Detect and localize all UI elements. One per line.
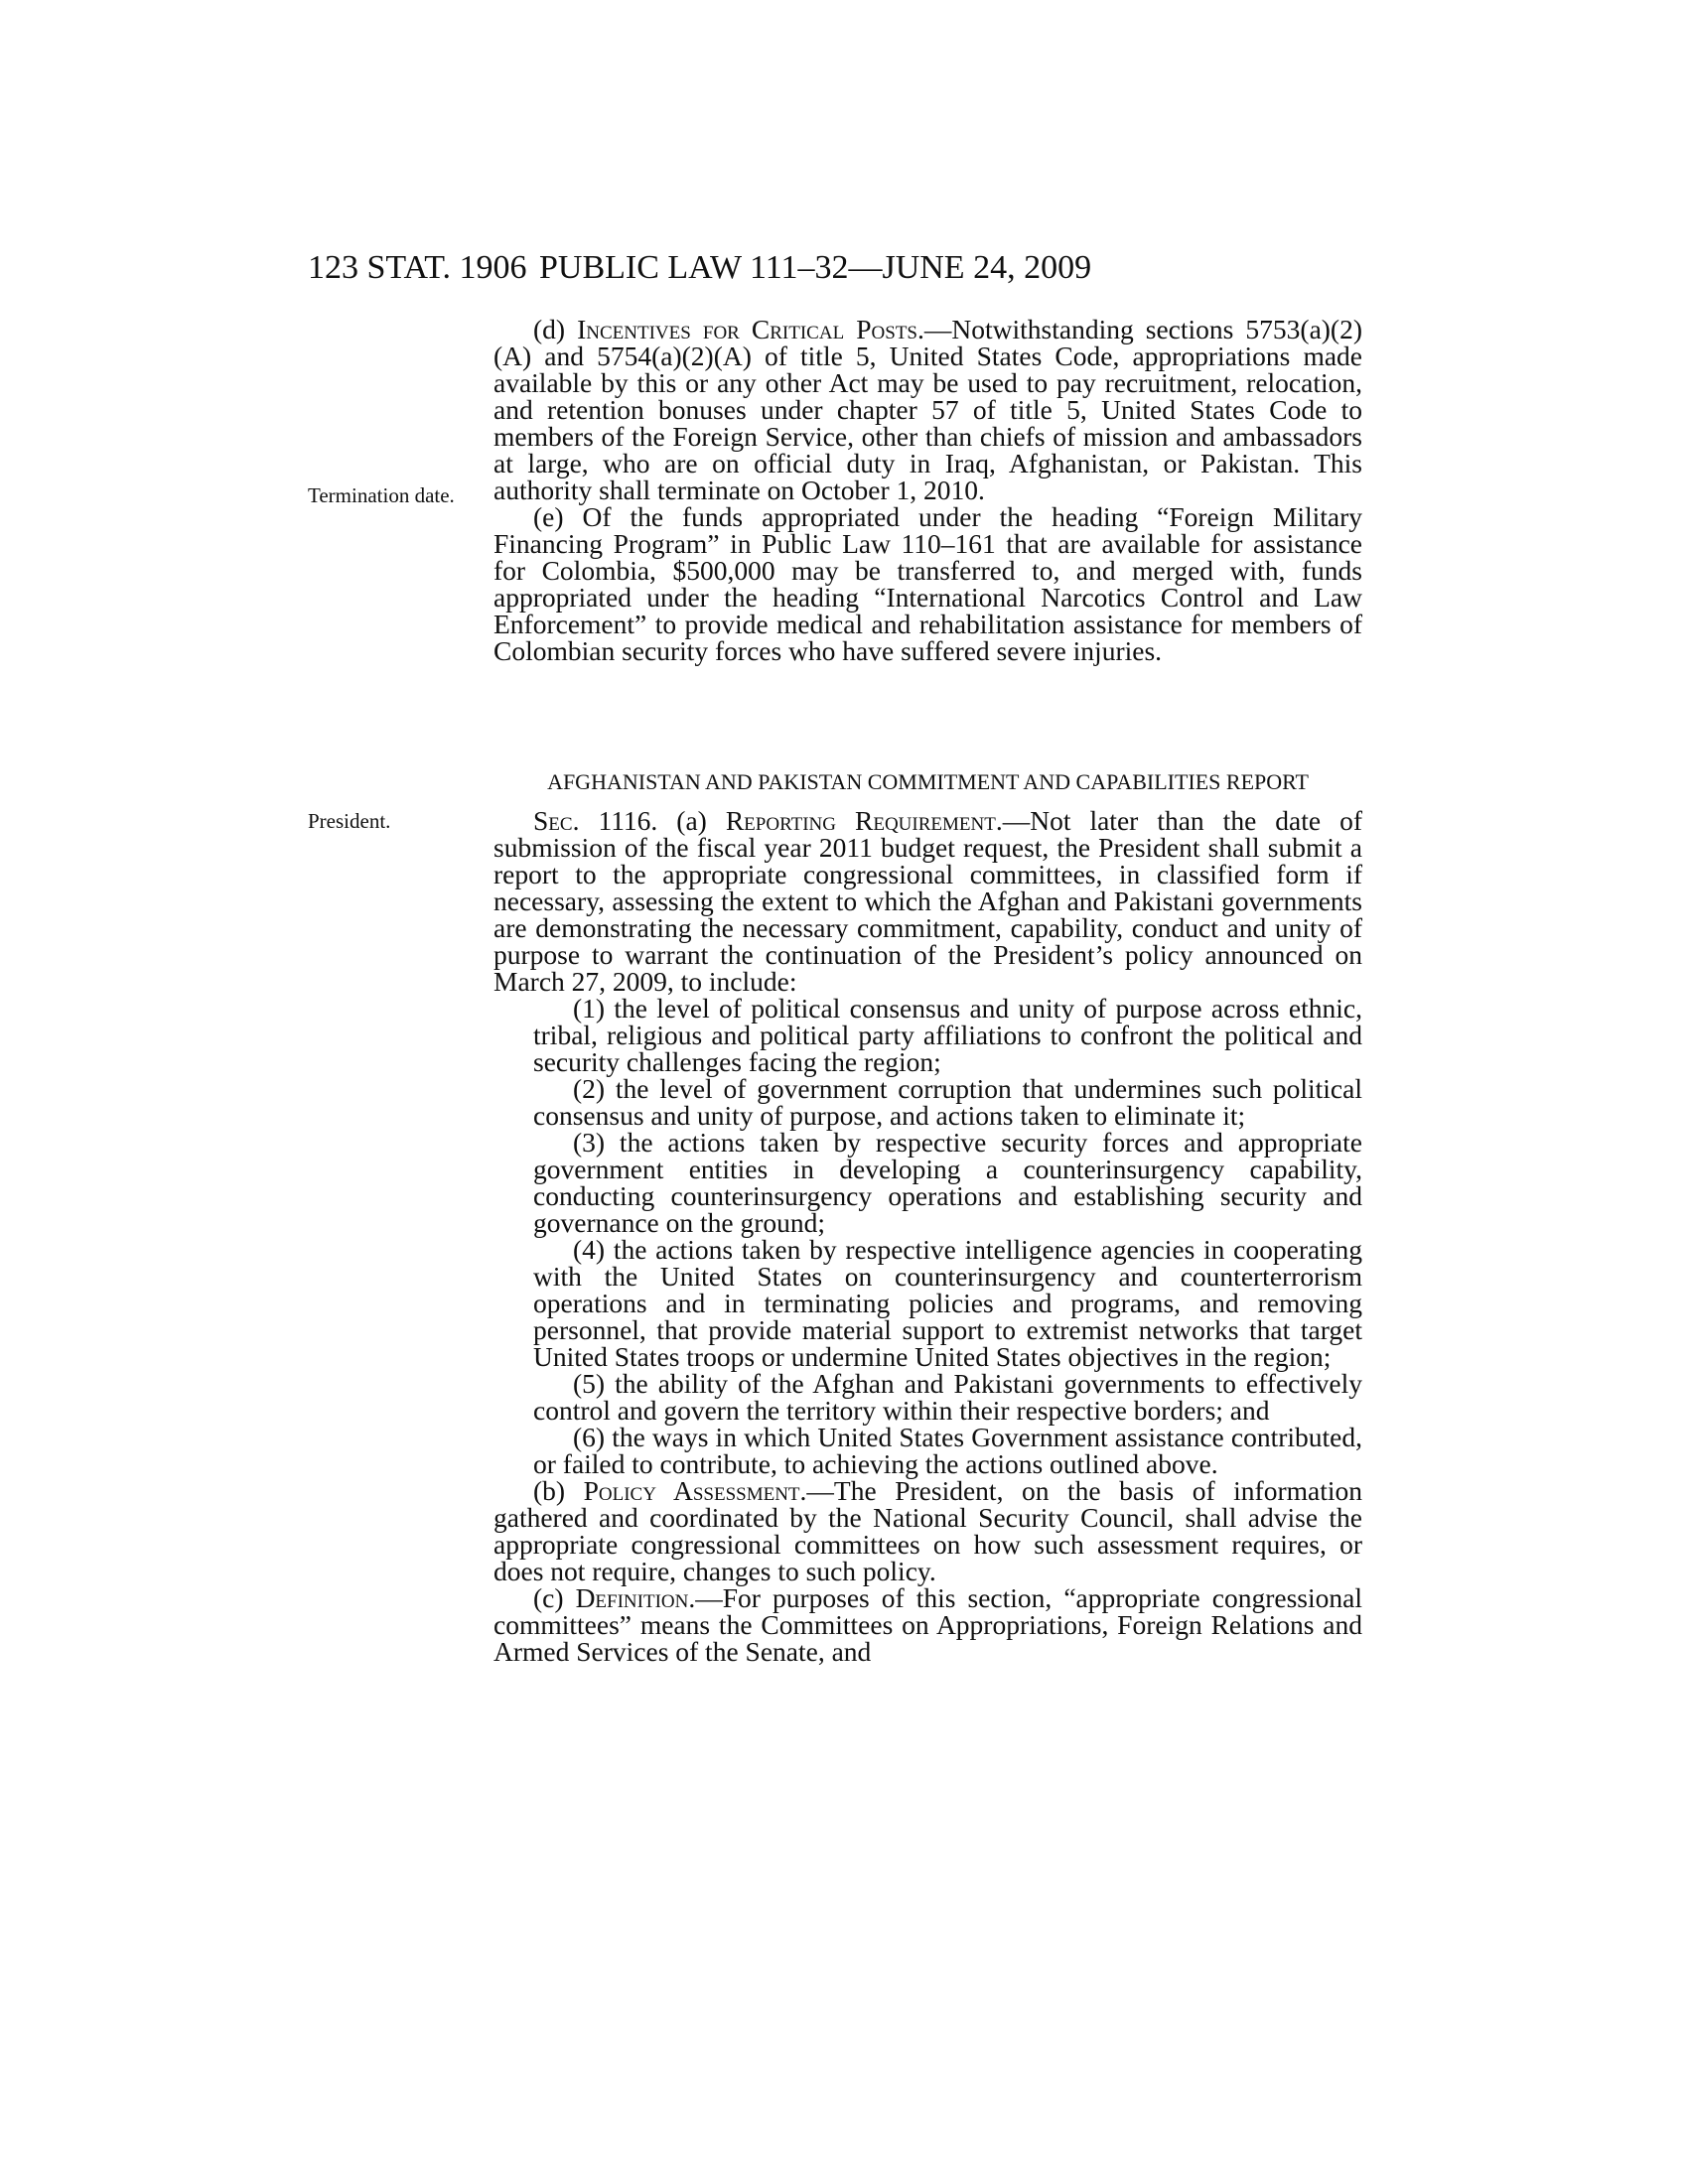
list-item-4: (4) the actions taken by respective intelligence agencies in cooperating with the United States on counterinsurgency and counterterrorism operations and in terminating policies and programs, and removing personnel, that provide material support to extremist networks that target United States troops or undermine United States objectives in the region; [533,1234,1362,1372]
body-block-top [493,316,1362,664]
paragraph-d: (d) Incentives for Critical Posts.—Notwithstanding sections 5753(a)(2)(A) and 5754(a)(2)(A) of title 5, United States Code, appropriations made available by this or any other Act may be used to pay recruitment, relocation, and retention bonuses under chapter 57 of title 5, United States Code to members of the Foreign Service, other than chiefs of mission and ambassadors at large, who are on official duty in Iraq, Afghanistan, or Pakistan. This authority shall terminate on October 1, 2010. [493,314,1362,505]
paragraph-e: (e) Of the funds appropriated under the heading “Foreign Military Financing Program” in Public Law 110–161 that are available for assistance for Colombia, $500,000 may be transferred to, and merged with, funds appropriated under the heading “International Narcotics Control and Law Enforcement” to provide medical and rehabilitation assistance for members of Colombian security forces who have suffered severe injuries. [493,501,1362,666]
margin-note-termination: Termination date. [308,483,455,507]
heading-policy: Policy Assessment. [583,1475,807,1506]
list-item-2: (2) the level of government corruption that undermines such political consensus and unity of purpose, and actions taken to eliminate it; [533,1073,1362,1131]
margin-note-president: President. [308,809,391,833]
paragraph-b: (b) Policy Assessment.—The President, on the basis of information gathered and coordinated by the National Security Council, shall advise the appropriate congressional committees on how such assessment requires, or does not require, changes to such policy. [493,1475,1362,1586]
list-item-1: (1) the level of political consensus and unity of purpose across ethnic, tribal, religious and political party affiliations to confront the political and security challenges facing the region; [533,993,1362,1077]
stat-page-number: 123 STAT. 1906 [308,249,527,286]
list-item-3: (3) the actions taken by respective security forces and appropriate government entities in developing a counterinsurgency capability, conducting counterinsurgency operations and establishing security and governance on the ground; [533,1127,1362,1238]
running-header-title: PUBLIC LAW 111–32—JUNE 24, 2009 [539,249,1092,286]
heading-definition: Definition. [575,1582,696,1613]
heading-reporting: Reporting Requirement. [725,805,1003,836]
heading-incentives: Incentives for Critical Posts. [577,314,924,344]
section-title: AFGHANISTAN AND PAKISTAN COMMITMENT AND CAPABILITIES REPORT [547,769,1309,794]
list-item-5: (5) the ability of the Afghan and Pakistani governments to effectively control and govern the territory within their respective borders; and [533,1368,1362,1426]
paragraph-sec1116-a: Sec. 1116. (a) Reporting Requirement.—Not later than the date of submission of the fiscal year 2011 budget request, the President shall submit a report to the appropriate congressional committees, in classified form if necessary, assessing the extent to which the Afghan and Pakistani governments are demonstrating the necessary commitment, capability, conduct and unity of purpose to warrant the continuation of the President’s policy announced on March 27, 2009, to include: [493,805,1362,997]
paragraph-c: (c) Definition.—For purposes of this section, “appropriate congressional committees” means the Committees on Appropriations, Foreign Relations and Armed Services of the Senate, and [493,1582,1362,1667]
body-block-sec1116 [493,807,1362,1665]
list-item-6: (6) the ways in which United States Government assistance contributed, or failed to contribute, to achieving the actions outlined above. [533,1422,1362,1479]
